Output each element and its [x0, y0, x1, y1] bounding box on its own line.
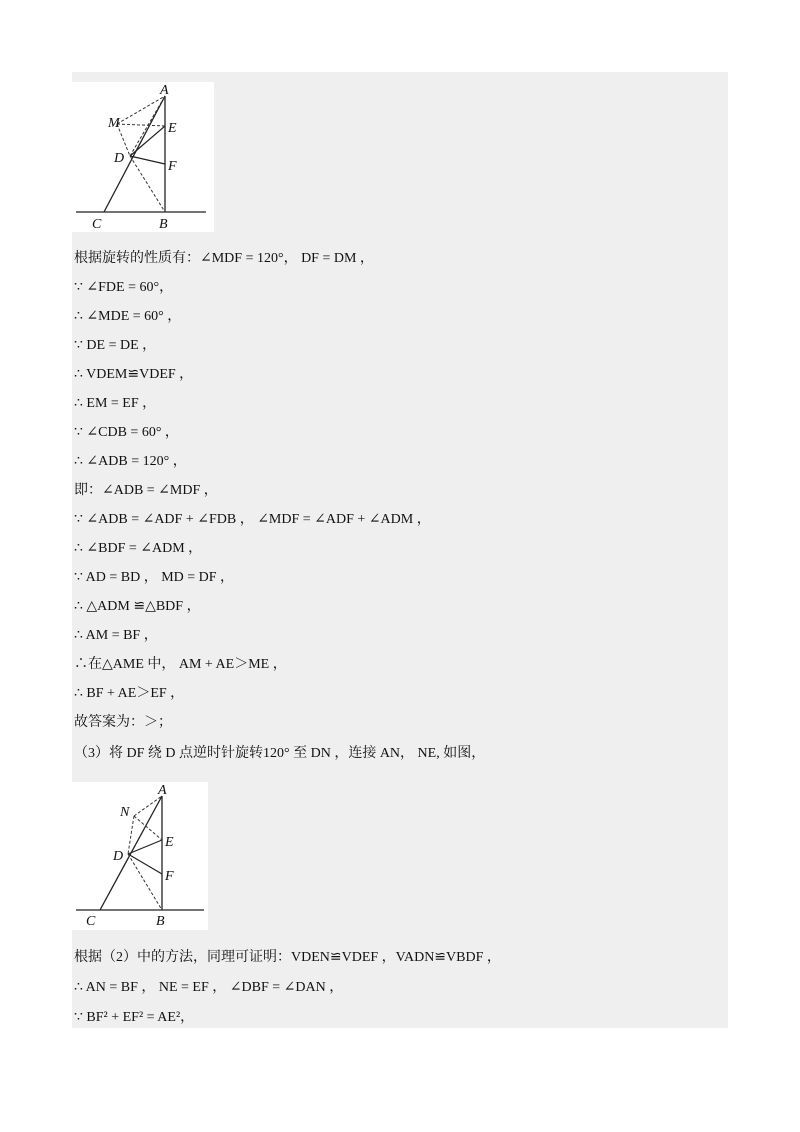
label-c: C — [92, 217, 102, 232]
proof-line-16: ∴ BF + AE＞EF ， — [74, 686, 185, 701]
proof-line-13: ∴ △ADM ≌△BDF ， — [74, 599, 201, 614]
label-b: B — [156, 914, 165, 929]
label-d: D — [114, 151, 125, 166]
proof-line-15: ∴在△AME 中， AM + AE＞ME ， — [74, 657, 287, 672]
label-b: B — [159, 217, 168, 232]
proof-line-3: ∴ ∠MDE = 60° ， — [74, 309, 182, 324]
label-a: A — [160, 83, 169, 98]
label-e: E — [168, 121, 177, 136]
part3-line-3: ∵ BF² + EF² = AE²， — [74, 1010, 195, 1025]
proof-line-2: ∵ ∠FDE = 60°， — [74, 280, 174, 295]
part3-intro-line: （3）将 DF 绕 D 点逆时针旋转120° 至 DN ，连接 AN， NE, 如图， — [74, 746, 486, 761]
proof-line-8: ∴ ∠ADB = 120° ， — [74, 454, 187, 469]
proof-line-14: ∴ AM = BF ， — [74, 628, 158, 643]
proof-line-5: ∴ VDEM≌VDEF ， — [74, 367, 194, 382]
label-d: D — [113, 849, 124, 864]
proof-line-12: ∵ AD = BD ， MD = DF ， — [74, 570, 235, 585]
proof-line-10: ∵ ∠ADB = ∠ADF + ∠FDB ， ∠MDF = ∠ADF + ∠ADM ， — [74, 512, 431, 527]
label-n: N — [120, 805, 130, 820]
proof-line-1: 根据旋转的性质有：∠MDF = 120°， DF = DM ， — [74, 251, 374, 266]
geometry-figure-2 — [72, 782, 208, 930]
label-f: F — [165, 869, 174, 884]
part3-line-1: 根据（2）中的方法，同理可证明：VDEN≌VDEF ，VADN≌VBDF ， — [74, 950, 501, 965]
proof-line-7: ∵ ∠CDB = 60° ， — [74, 425, 179, 440]
part3-line-2: ∴ AN = BF ， NE = EF ， ∠DBF = ∠DAN ， — [74, 980, 344, 995]
geometry-figure-1 — [72, 82, 214, 232]
proof-line-4: ∵ DE = DE ， — [74, 338, 157, 353]
geometry-diagram-1 — [72, 82, 214, 232]
label-a: A — [158, 783, 167, 798]
answer-line: 故答案为：＞； — [74, 715, 172, 730]
label-m: M — [108, 116, 120, 131]
label-e: E — [165, 835, 174, 850]
proof-line-6: ∴ EM = EF ， — [74, 396, 157, 411]
proof-line-11: ∴ ∠BDF = ∠ADM ， — [74, 541, 203, 556]
proof-line-9: 即：∠ADB = ∠MDF ， — [74, 483, 218, 498]
label-c: C — [86, 914, 96, 929]
label-f: F — [168, 159, 177, 174]
geometry-diagram-2 — [72, 782, 208, 930]
